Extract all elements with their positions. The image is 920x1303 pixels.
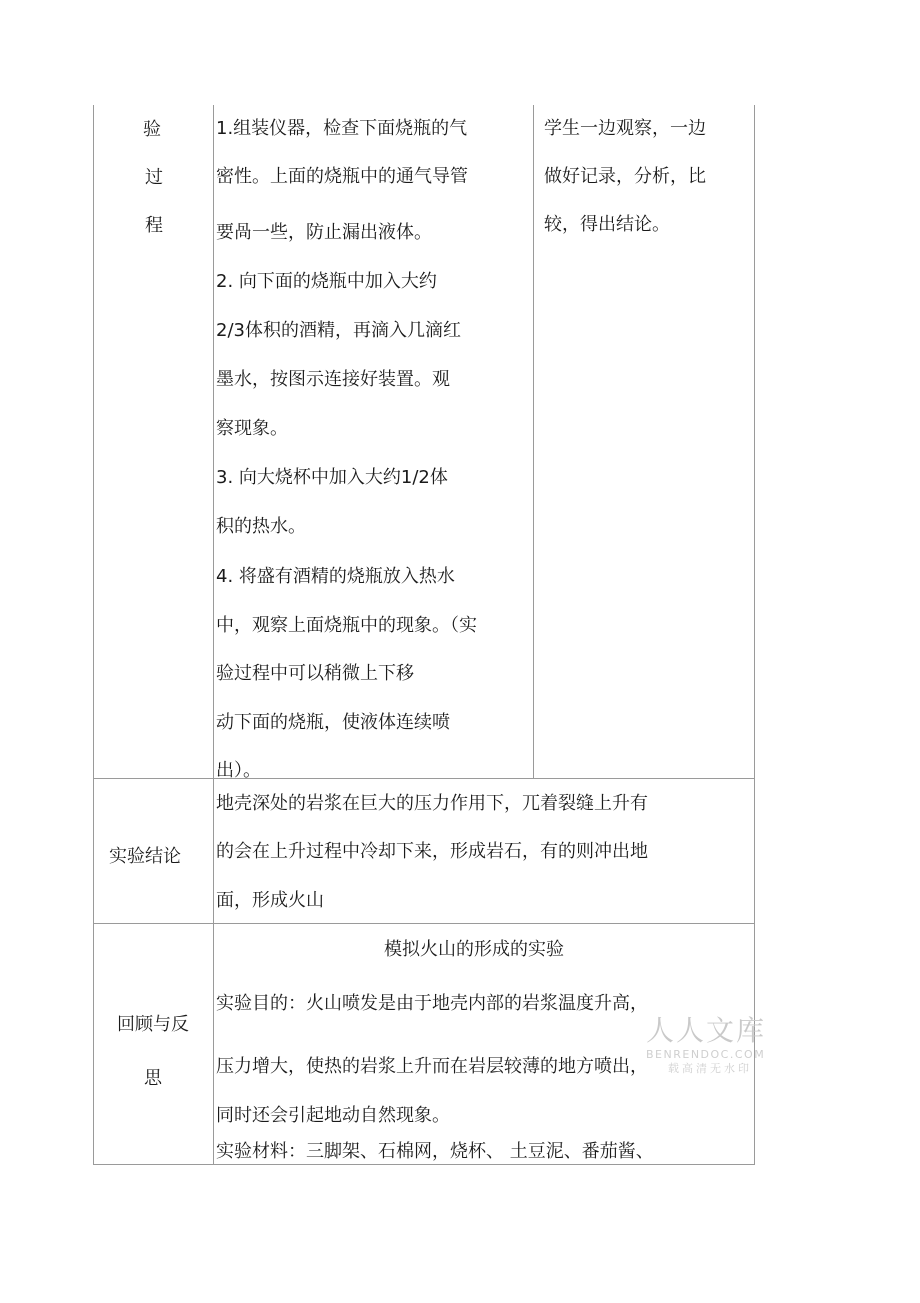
conclusion-line: 地壳深处的岩浆在巨大的压力作用下，兀着裂缝上升有: [216, 793, 648, 814]
review-line: 同时还会引起地动自然现象。: [216, 1105, 450, 1123]
process-step-clip: [216, 760, 516, 778]
conclusion-label: 实验结论: [109, 846, 181, 867]
process-step-line: 中，观察上面烧瓶中的现象。（实: [216, 615, 477, 636]
process-step-line: 动下面的烧瓶，使液体连续喷: [216, 712, 450, 733]
table-border-right: [754, 105, 755, 1165]
table-row-divider-1: [93, 778, 755, 779]
table-border-col2: [533, 105, 534, 778]
review-label-line: 回顾与反: [117, 1014, 189, 1035]
student-activity-line: 做好记录，分析，比: [544, 166, 706, 187]
process-step-line: 墨水，按图示连接好装置。观: [216, 369, 450, 390]
process-step-line: 2. 向下面的烧瓶中加入大约: [216, 271, 437, 292]
process-step-line: 3. 向大烧杯中加入大约1/2体: [216, 467, 448, 488]
table-border-bottom: [93, 1164, 755, 1165]
review-line: 压力增大，使热的岩浆上升而在岩层较薄的地方喷出，: [216, 1056, 648, 1077]
process-step-line: 要咼一些，防止漏出液体。: [216, 222, 432, 243]
process-step-line: 密性。上面的烧瓶中的通气导管: [216, 166, 468, 187]
review-label-line: 思: [144, 1068, 162, 1089]
review-line-clip: [216, 1105, 536, 1123]
watermark: [646, 1014, 776, 1076]
table-row-divider-2: [93, 923, 755, 924]
student-activity-line: 较，得出结论。: [544, 214, 670, 235]
table-border-left: [93, 105, 94, 1165]
process-label-char: 程: [145, 215, 163, 236]
process-step-line: 积的热水。: [216, 516, 306, 537]
process-step-line: 验过程中可以稍微上下移: [216, 663, 414, 684]
review-line: 实验材料：三脚架、石棉网，烧杯、 土豆泥、番茄酱、: [216, 1141, 654, 1162]
table-border-col1: [213, 105, 214, 1165]
conclusion-line: 的会在上升过程中冷却下来，形成岩石，有的则冲出地: [216, 841, 648, 862]
watermark-tagline: 载高清无水印: [668, 1062, 752, 1075]
watermark-logo-text: 人人文库: [646, 1014, 767, 1047]
process-step-line: 1.组装仪器，检查下面烧瓶的气: [216, 118, 468, 139]
student-activity-line: 学生一边观察，一边: [544, 118, 706, 139]
process-step-line: 出）。: [216, 760, 261, 778]
process-label-char: 验: [143, 119, 161, 140]
process-step-line: 察现象。: [216, 418, 288, 439]
conclusion-line: 面，形成火山: [216, 890, 324, 911]
review-line: 实验目的：火山喷发是由于地壳内部的岩浆温度升高，: [216, 993, 648, 1014]
process-step-line: 4. 将盛有酒精的烧瓶放入热水: [216, 566, 455, 587]
process-label-char: 过: [145, 167, 163, 188]
review-title: 模拟火山的形成的实验: [384, 939, 564, 960]
watermark-site: BENRENDOC.COM: [646, 1048, 766, 1061]
process-step-line: 2/3体积的酒精，再滴入几滴红: [216, 320, 461, 341]
